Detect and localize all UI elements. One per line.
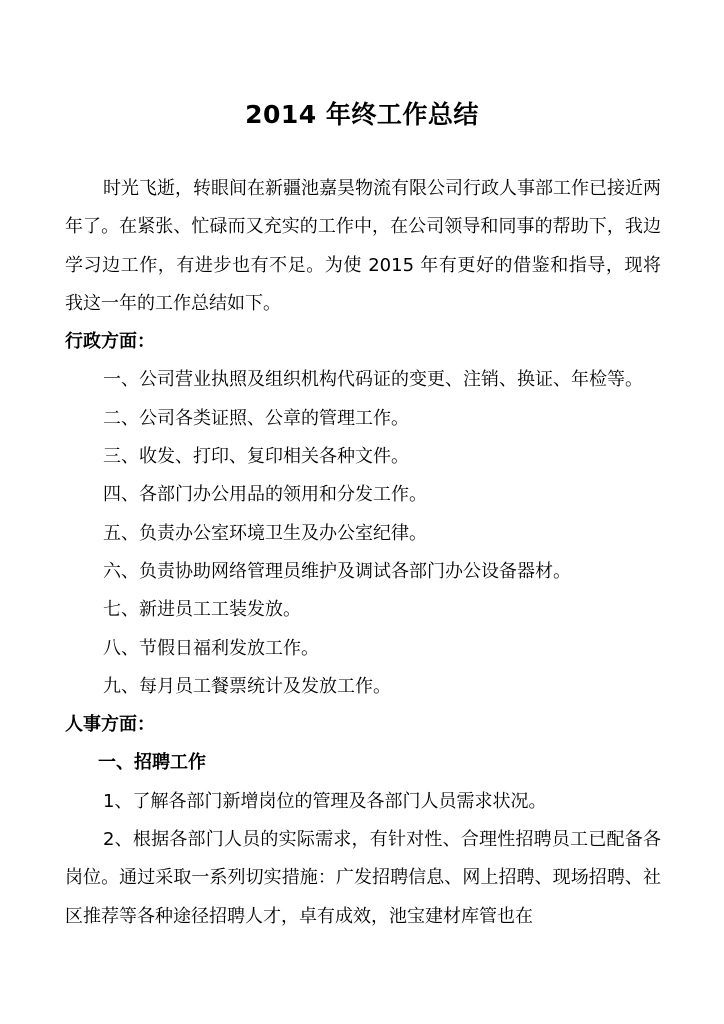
recruit-subheading: 一、招聘工作 xyxy=(98,752,206,774)
admin-item: 六、负责协助网络管理员维护及调试各部门办公设备器材。 xyxy=(103,560,571,582)
admin-item: 七、新进员工工装发放。 xyxy=(103,599,301,621)
admin-item: 四、各部门办公用品的领用和分发工作。 xyxy=(103,484,427,506)
admin-item: 五、负责办公室环境卫生及办公室纪律。 xyxy=(103,522,427,544)
recruit-item: 1、了解各部门新增岗位的管理及各部门人员需求状况。 xyxy=(103,790,547,812)
admin-item: 九、每月员工餐票统计及发放工作。 xyxy=(103,675,391,697)
recruit-item: 2、根据各部门人员的实际需求，有针对性、合理性招聘员工已配备各岗位。通过采取一系列切实措施：广发招聘信息、网上招聘、现场招聘、社区推荐等各种途径招聘人才，卓有成效，池宝建材库管也在 xyxy=(65,829,661,927)
hr-section-heading: 人事方面： xyxy=(65,714,155,736)
admin-item: 八、节假日福利发放工作。 xyxy=(103,637,319,659)
admin-item: 三、收发、打印、复印相关各种文件。 xyxy=(103,446,409,468)
admin-section-heading: 行政方面： xyxy=(65,331,155,353)
document-title: 2014 年终工作总结 xyxy=(245,100,479,129)
admin-item: 二、公司各类证照、公章的管理工作。 xyxy=(103,407,409,429)
admin-item: 一、公司营业执照及组织机构代码证的变更、注销、换证、年检等。 xyxy=(103,369,643,391)
intro-paragraph: 时光飞逝，转眼间在新疆池嘉昊物流有限公司行政人事部工作已接近两年了。在紧张、忙碌而又充实的工作中，在公司领导和同事的帮助下，我边学习边工作，有进步也有不足。为使 2015 年有更好的借鉴和指导，现将我这一年的工作总结如下。 xyxy=(65,178,661,314)
document-body xyxy=(65,170,661,936)
